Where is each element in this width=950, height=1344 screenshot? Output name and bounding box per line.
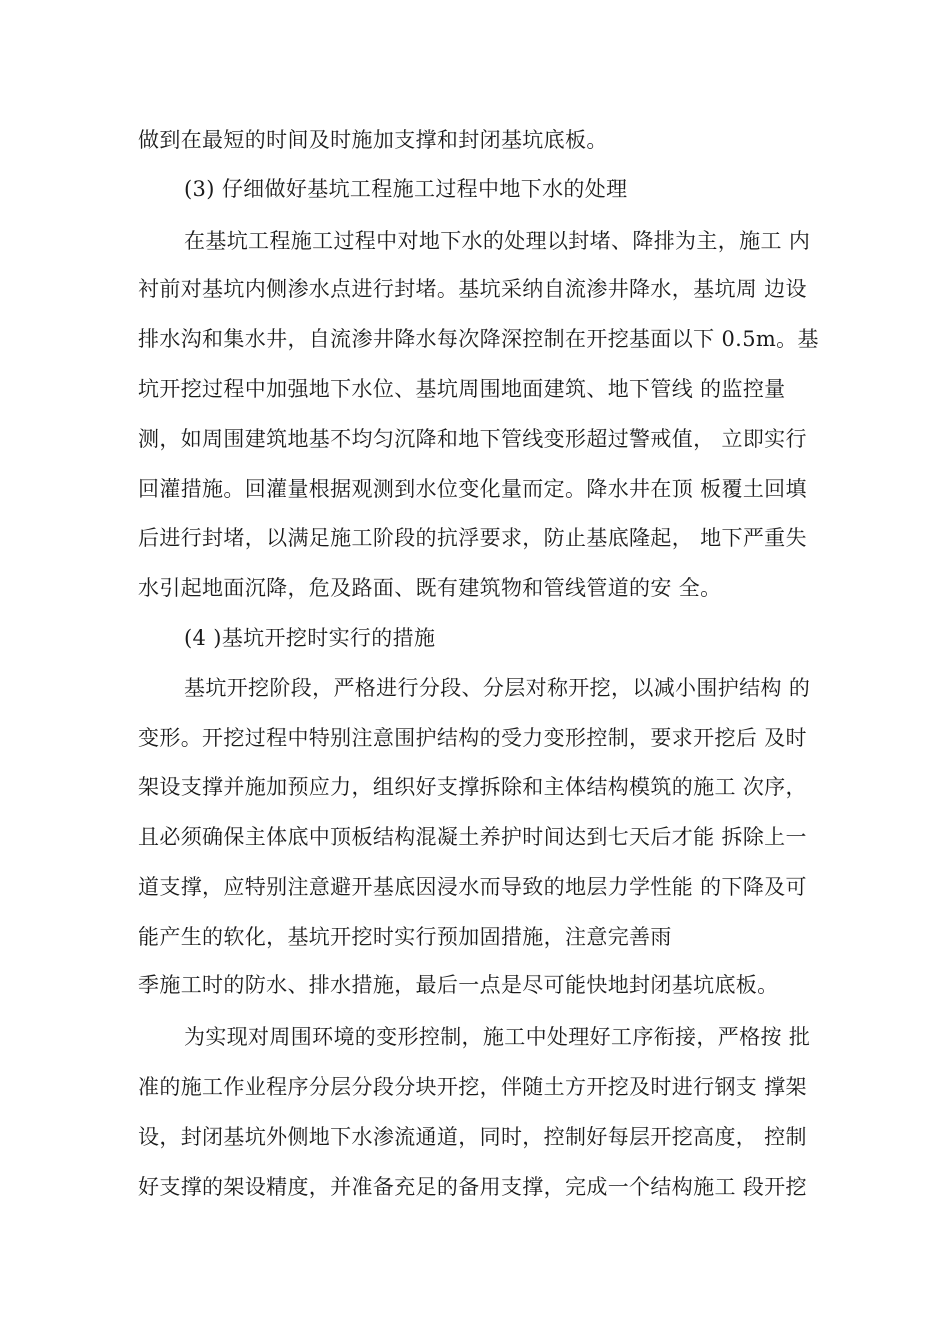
text-line: 测，如周围建筑地基不均匀沉降和地下管线变形超过警戒值， 立即实行	[138, 427, 807, 451]
text-line: 衬前对基坑内侧渗水点进行封堵。基坑采纳自流渗井降水，基坑周 边设	[138, 277, 807, 301]
text-line: 能产生的软化，基坑开挖时实行预加固措施，注意完善雨	[138, 925, 672, 949]
section-heading: (3) 仔细做好基坑工程施工过程中地下水的处理	[184, 177, 628, 201]
text-line: 排水沟和集水井，自流渗井降水每次降深控制在开挖基面以下 0.5m。基	[138, 327, 819, 351]
section-heading: (4 )基坑开挖时实行的措施	[184, 626, 436, 650]
text-line: 且必须确保主体底中顶板结构混凝土养护时间达到七天后才能 拆除上一	[138, 825, 807, 849]
text-line: 道支撑，应特别注意避开基底因浸水而导致的地层力学性能 的下降及可	[138, 875, 807, 899]
text-line: 季施工时的防水、排水措施，最后一点是尽可能快地封闭基坑底板。	[138, 973, 779, 997]
text-line: 基坑开挖阶段，严格进行分段、分层对称开挖，以减小围护结构 的	[184, 676, 811, 700]
text-line: 准的施工作业程序分层分段分块开挖，伴随土方开挖及时进行钢支 撑架	[138, 1075, 807, 1099]
text-line: 好支撑的架设精度，并准备充足的备用支撑，完成一个结构施工 段开挖	[138, 1175, 807, 1199]
text-line: 后进行封堵，以满足施工阶段的抗浮要求，防止基底隆起， 地下严重失	[138, 526, 807, 550]
text-line: 在基坑工程施工过程中对地下水的处理以封堵、降排为主，施工 内	[184, 229, 811, 253]
text-line: 为实现对周围环境的变形控制，施工中处理好工序衔接，严格按 批	[184, 1025, 811, 1049]
text-line: 架设支撑并施加预应力，组织好支撑拆除和主体结构模筑的施工 次序，	[138, 775, 807, 799]
text-line: 坑开挖过程中加强地下水位、基坑周围地面建筑、地下管线 的监控量	[138, 377, 786, 401]
text-line: 水引起地面沉降，危及路面、既有建筑物和管线管道的安 全。	[138, 576, 722, 600]
text-line: 回灌措施。回灌量根据观测到水位变化量而定。降水井在顶 板覆土回填	[138, 477, 807, 501]
text-line: 做到在最短的时间及时施加支撑和封闭基坑底板。	[138, 128, 608, 152]
text-line: 变形。开挖过程中特别注意围护结构的受力变形控制，要求开挖后 及时	[138, 726, 807, 750]
text-line: 设，封闭基坑外侧地下水渗流通道，同时，控制好每层开挖高度， 控制	[138, 1125, 807, 1149]
